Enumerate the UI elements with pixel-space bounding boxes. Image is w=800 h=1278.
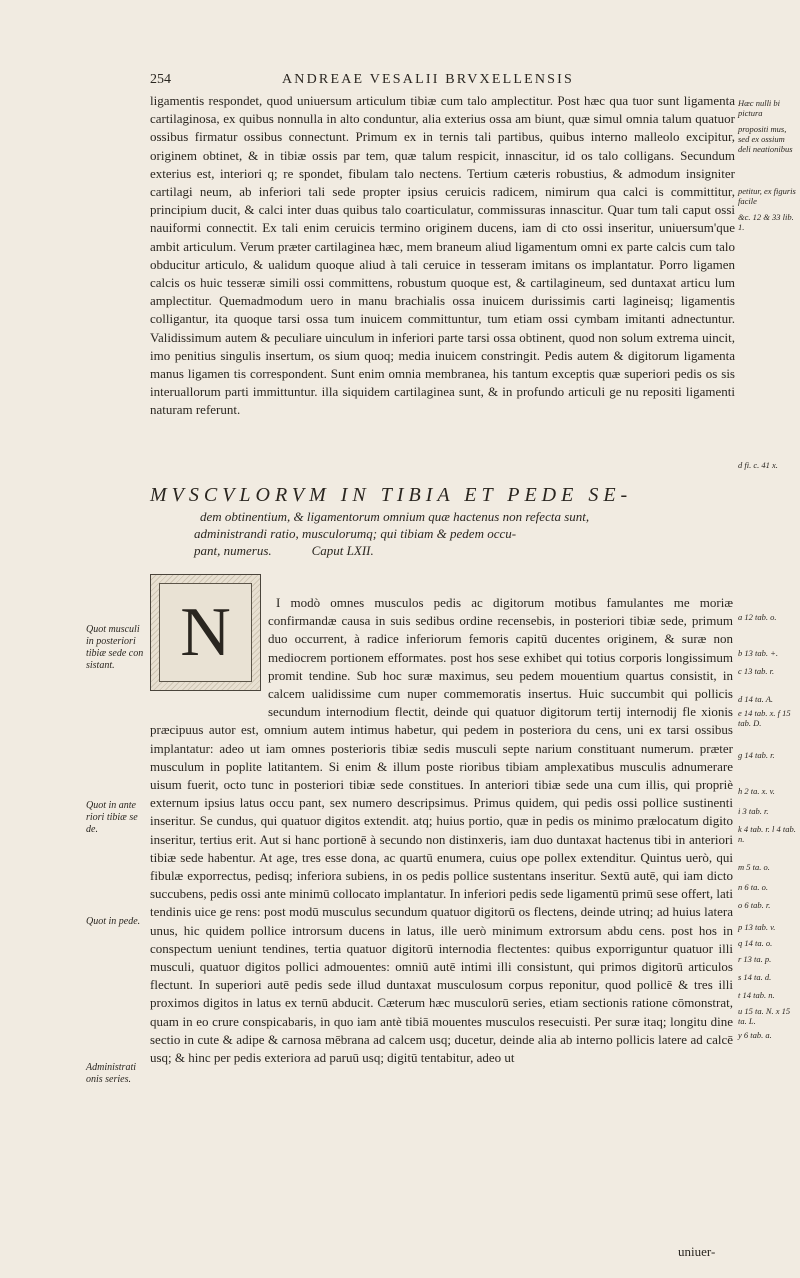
- margin-note-left: Quot in pede.: [86, 916, 141, 927]
- chapter-paragraph-text: I modò omnes musculos pedis ac digitorum motibus famulantes me moriæ confirmandæ causa in suis sedibus ordine recensebis, in posteriori tibiæ sede, primum duo occurrent, à radice inferiorum femoris capitū ducentes originem, & suræ non mediocrem portionem efformates. post hos sese exhibet qui totius corporis longissimum promit tendine. Sub hoc suræ maximus, seu pedem mouentium quartus consistit, in calcem ualidissime cum nuper commemoratis insertus. Huic succumbit qui pollicis secundum internodium flectit, deinde qui quatuor digitorum tertij internodij fle xionis præcipuus autor est, omnium autem intimus habetur, qui pedem in posteriora du cens, uni ex tarsi ossibus implantatur: adeo ut iam omnes posterioris tibiæ sedis musculi septe narium constituant numerum. præter musculum in poplite latitantem. Si enim & illum poste rioribus tibiam amplexatibus musculis adnumerare uisum fuerit, octo tunc in posteriori tibiæ sede constitues. In anteriori tibiæ sede una cum illis, qui propriè externum ipsius latus occu pant, sex numero descripsimus. Primus quidem, qui pedis ossi pollice sustinenti inseritur. Se cundus, qui quatuor digitos extendit. atq; huius portio, quæ in pedis os minimo prælocatum digito inseritur, tertius erit. Aut si hanc portionē à secundo non distinxeris, iam duo duntaxat hactenus tibi in anteriori tibiæ sede habentur. At age, tres esse dona, ac quartū enumera, cuius ope pollex extenditur. Quintus uerò, qui fibulæ exporrectus, pedisq; inferiora subiens, in os pedis pollice sustentans inseritur. Sextū autē, qui iam dicto succubens, pedis ossi ante minimū collocato implantatur. In inferiori pedis sede ligamentū primū sese offert, lati tendinis uice ge rens: post modū musculus secundum quatuor digitorū os flectens, deinde utrinq; ad huius latera unus, hic quidem pollice introrsum ducens in latus, ille uerò minimum extrorsum abdu cens. post hos in conspectum ueniunt tendines, tertia quatuor digitorū internodia flectentes: quibus exporriguntur quatuor illi musculi, quatuor digitos pollici admouentes: omniū autē intimi illi consistunt, qui primos digitorū articulos flectunt. In superiori autē pedis sede illud duntaxat musculosum corpus reponitur, quod pollicē & tres illi proximos digitos in latus ex ternū abducit. Cæterum hæc musculorū series, etiam sectionis ratione cōmonstrat, quam in eo crure conspicabaris, in quo iam antè tibiā mouentes musculos resecuisti. Per suræ itaq; longitu dine sectio in cute & adipe & carnosa mēbrana ad calcem usq; ducetur, deinde alia ab interno pollicis latere ad calcē usq; & hinc per pedis exteriora ad paruū usq; digitū tentabitur, adeo ut: [150, 595, 733, 1066]
- chapter-title: [150, 482, 735, 559]
- chapter-paragraph: [150, 594, 733, 1067]
- page-header: [150, 72, 740, 92]
- margin-note-right: u 15 ta. N. x 15 ta. L.: [738, 1006, 791, 1026]
- margin-note-right: i 3 tab. r.: [738, 806, 769, 816]
- margin-note-right: g 14 tab. r.: [738, 750, 775, 760]
- margin-note-left: Quot musculi in posteriori tibiæ sede con sistant.: [86, 624, 144, 671]
- running-head: ANDREAE VESALII BRVXELLENSIS: [282, 72, 574, 87]
- initial-spacer: [150, 594, 268, 714]
- caput-label: Caput LXII.: [311, 543, 374, 558]
- initial-letter: N: [180, 593, 231, 671]
- margin-note-right: b 13 tab. +.: [738, 648, 778, 658]
- margin-note-right: petitur, ex figuris facile: [738, 186, 796, 206]
- margin-note-right: a 12 tab. o.: [738, 612, 777, 622]
- margin-note-right: k 4 tab. r. l 4 tab. n.: [738, 824, 796, 844]
- margin-note-left: Quot in ante riori tibiæ se de.: [86, 800, 138, 835]
- chapter-title-end: pant, numerus.: [194, 543, 272, 558]
- margin-note-right: o 6 tab. r.: [738, 900, 771, 910]
- catchword: uniuer-: [678, 1244, 716, 1259]
- margin-note-right: &c. 12 & 33 lib. 1.: [738, 212, 794, 232]
- margin-note-right: Hæc nulli bi pictura: [738, 98, 781, 118]
- margin-note-right: p 13 tab. v.: [738, 922, 776, 932]
- margin-note-right: n 6 ta. o.: [738, 882, 768, 892]
- margin-note-right: c 13 tab. r.: [738, 666, 775, 676]
- margin-note-right: e 14 tab. x. f 15 tab. D.: [738, 708, 791, 728]
- chapter-text-block: [150, 594, 733, 1067]
- margin-note-right: h 2 ta. x. v.: [738, 786, 775, 796]
- margin-note-right: m 5 ta. o.: [738, 862, 770, 872]
- margin-note-right: r 13 ta. p.: [738, 954, 772, 964]
- chapter-title-line-1: MVSCVLORVM IN TIBIA ET PEDE SE-: [150, 484, 633, 506]
- margin-note-right: propositi mus, sed ex ossium deli neationibus: [738, 124, 793, 154]
- chapter-title-line-2: dem obtinentium, & ligamentorum omnium quæ hactenus non refecta sunt,: [200, 509, 590, 524]
- margin-note-left: Administrati onis series.: [86, 1062, 137, 1085]
- top-paragraph: ligamentis respondet, quod uniuersum articulum tibiæ cum talo amplectitur. Post hæc qua tuor sunt ligamenta cartilaginosa, ex quibus nonnulla in alto conduntur, alia exterius ossa am biunt, quæ simul omnia talum quatuor ossibus firmatur ossibus connectunt. Primum ex in ternis tali partibus, quibus interno malleolo excipitur, originem obtinet, & in tibiæ ossis par tem, quæ talum respicit, innascitur, id os talo colligans. Secundum exterius est, interiori q; re spondet, fibulam talo nectens. Tertium cæteris robustius, & admodum insigniter cartilagi neum, ab inferiori tali sede propter ipsius ceruicis radicem, nimirum qua calci is committitur, principium ducit, & calci inter duas quibus talo coarticulatur, commissuras innascitur. Quar tum tali caput ossi nauiformi connectit. Ex tali enim ceruicis termino originem ducens, iam di cto ossi inseritur, uniuersum'que ambit articulum. Verum præter cartilaginea hæc, mem braneum aliud ligamentum omni ex parte calcis cum talo obducitur articulo, & ualidum quoque aliud à tali ceruice in tesseram imitans os implantatur. Porro ligamen calcis os huic tesseræ simili ossi committens, robustum quoque est, & cartilagineum, sed duntaxat articu lum amplectitur. Quemadmodum uero in manu brachialis ossa inuicem durissimis carti lagineisq; ligamentis colligantur, ita quoque tarsi ossa tum inuicem committuntur, tum etiam ossi cymbam imitanti adnectuntur. Validissimum autem & peculiare uinculum in inferiori parte tarsi ossa obtinent, quod non solum extrema uincit, imo penitius singulis insertum, os sium quoq; media inuicem constringit. Pedis autem & digitorum ligamenta manus ligamen tis correspondent. Sunt enim omnia membranea, his tantum exceptis quæ superiori pedis os sis interuallorum parti immittuntur. illa siquidem cartilaginea sunt, & in profundo articuli ge nu repositi ligamenti naturam referunt.: [150, 93, 735, 418]
- margin-note-right: t 14 tab. n.: [738, 990, 775, 1000]
- margin-note-right: q 14 ta. o.: [738, 938, 773, 948]
- margin-note-right: s 14 ta. d.: [738, 972, 772, 982]
- page-number: 254: [150, 72, 171, 87]
- top-text-block: [150, 92, 735, 420]
- margin-note-right: y 6 tab. a.: [738, 1030, 772, 1040]
- margin-note-right: d fi. c. 41 x.: [738, 460, 778, 470]
- margin-note-right: d 14 ta. A.: [738, 694, 774, 704]
- chapter-title-line-4: [150, 542, 735, 559]
- chapter-title-line-3: administrandi ratio, musculorumq; qui tibiam & pedem occu-: [194, 526, 517, 541]
